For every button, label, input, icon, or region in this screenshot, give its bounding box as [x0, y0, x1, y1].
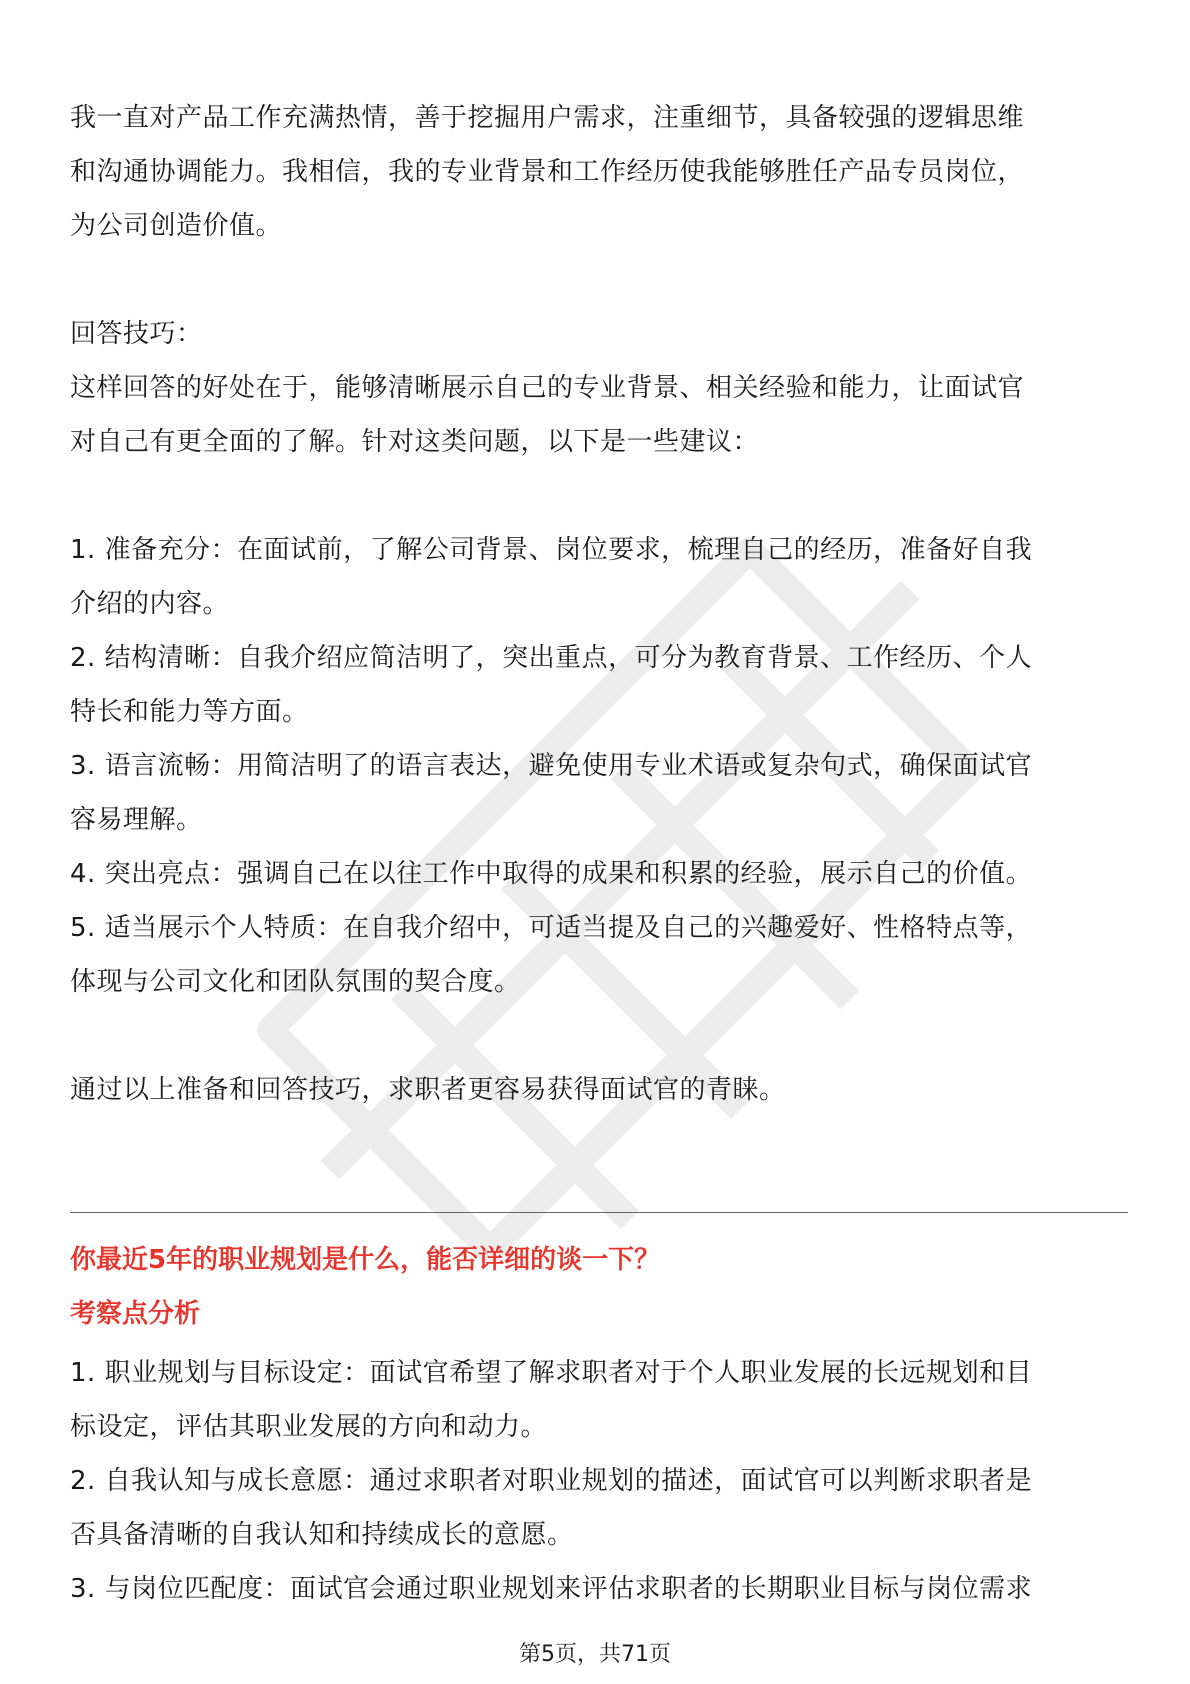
- tips-line-2: 对自己有更全面的了解。针对这类问题，以下是一些建议：: [70, 427, 760, 457]
- analysis-line-5: 3. 与岗位匹配度：面试官会通过职业规划来评估求职者的长期职业目标与岗位需求: [70, 1574, 1033, 1604]
- document-page: [70, 0, 1130, 1684]
- tips-item-2b: 特长和能力等方面。: [70, 697, 309, 727]
- tips-conclusion: 通过以上准备和回答技巧，求职者更容易获得面试官的青睐。: [70, 1075, 786, 1105]
- tips-item-4: 4. 突出亮点：强调自己在以往工作中取得的成果和积累的经验，展示自己的价值。: [70, 859, 1033, 889]
- analysis-title: 考察点分析: [70, 1299, 201, 1329]
- analysis-line-3: 2. 自我认知与成长意愿：通过求职者对职业规划的描述，面试官可以判断求职者是: [70, 1466, 1033, 1496]
- tips-item-1a: 1. 准备充分：在面试前，了解公司背景、岗位要求，梳理自己的经历，准备好自我: [70, 535, 1033, 565]
- intro-line-3: 为公司创造价值。: [70, 211, 283, 241]
- page-number: 第5页，共71页: [519, 1642, 671, 1667]
- tips-title: 回答技巧：: [70, 319, 203, 349]
- tips-item-2a: 2. 结构清晰：自我介绍应简洁明了，突出重点，可分为教育背景、工作经历、个人: [70, 643, 1033, 673]
- tips-item-5b: 体现与公司文化和团队氛围的契合度。: [70, 967, 521, 997]
- tips-item-5a: 5. 适当展示个人特质：在自我介绍中，可适当提及自己的兴趣爱好、性格特点等，: [70, 913, 1033, 943]
- question-title: 你最近5年的职业规划是什么，能否详细的谈一下？: [70, 1245, 661, 1275]
- intro-line-1: 我一直对产品工作充满热情，善于挖掘用户需求，注重细节，具备较强的逻辑思维: [70, 103, 1025, 133]
- tips-item-3a: 3. 语言流畅：用简洁明了的语言表达，避免使用专业术语或复杂句式，确保面试官: [70, 751, 1033, 781]
- tips-item-3b: 容易理解。: [70, 805, 203, 835]
- section-divider: [70, 1212, 1128, 1213]
- tips-item-1b: 介绍的内容。: [70, 589, 230, 619]
- analysis-line-2: 标设定，评估其职业发展的方向和动力。: [70, 1412, 548, 1442]
- intro-line-2: 和沟通协调能力。我相信，我的专业背景和工作经历使我能够胜任产品专员岗位，: [70, 157, 1025, 187]
- tips-line-1: 这样回答的好处在于，能够清晰展示自己的专业背景、相关经验和能力，让面试官: [70, 373, 1025, 403]
- analysis-line-4: 否具备清晰的自我认知和持续成长的意愿。: [70, 1520, 574, 1550]
- analysis-line-1: 1. 职业规划与目标设定：面试官希望了解求职者对于个人职业发展的长远规划和目: [70, 1358, 1033, 1388]
